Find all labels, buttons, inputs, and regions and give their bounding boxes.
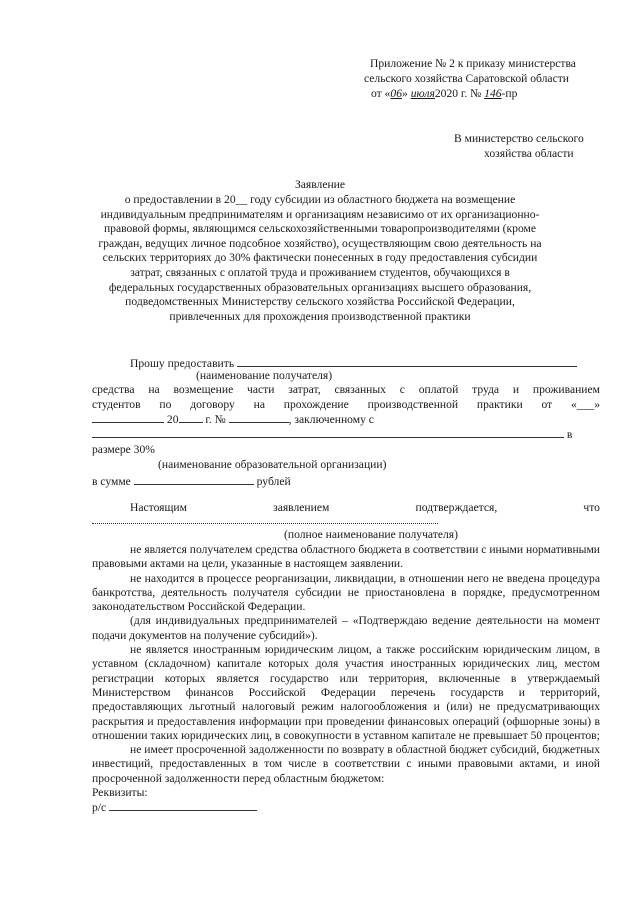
appendix-month: июля bbox=[410, 87, 435, 100]
sum-currency: рублей bbox=[256, 475, 291, 488]
sum-label: в сумме bbox=[92, 475, 131, 488]
request-label: Прошу предоставить bbox=[130, 357, 235, 370]
contract-year-field[interactable] bbox=[179, 412, 203, 423]
subtitle-line: индивидуальным предпринимателям и организациям независимо от их организационно- bbox=[100, 207, 540, 221]
document-subtitle bbox=[60, 193, 580, 324]
year-label: 20 bbox=[166, 413, 179, 426]
organization-name-field[interactable] bbox=[92, 427, 564, 438]
statements-block bbox=[92, 543, 600, 816]
org-hint: (наименование образовательной организации) bbox=[158, 458, 387, 471]
contract-line bbox=[92, 412, 374, 427]
full-name-hint: (полное наименование получателя) bbox=[284, 528, 458, 541]
subtitle-line: подведомственных Министерству сельского хозяйства Российской Федерации, bbox=[125, 295, 515, 309]
subtitle-line: сельских территориях до 30% фактически понесенных в году предоставления субсидии bbox=[102, 251, 538, 265]
contract-date-field[interactable] bbox=[92, 412, 164, 423]
addressee-line-1: В министерство сельского bbox=[454, 132, 584, 145]
full-name-field[interactable] bbox=[92, 523, 438, 524]
subtitle-line: правовой формы, являющимся сельскохозяйственными товаропроизводителями (кроме bbox=[103, 222, 537, 236]
confirm-line bbox=[130, 501, 600, 514]
appendix-mid: » bbox=[402, 87, 408, 100]
appendix-line-3 bbox=[371, 87, 517, 101]
confirm-word-1: Настоящим bbox=[130, 501, 187, 514]
appendix-line-1: Приложение № 2 к приказу министерства bbox=[370, 57, 576, 70]
statement-1: не является получателем средства областного бюджета в соответствии с иными нормативными правовыми актами на цели, указанные в настоящем заявлении. bbox=[92, 543, 600, 571]
subtitle-line: затрат, связанных с оплатой труда и проживанием студентов, обучающихся в bbox=[130, 265, 510, 279]
sum-field[interactable] bbox=[134, 474, 254, 485]
sum-line bbox=[92, 474, 291, 489]
document-title: Заявление bbox=[294, 178, 346, 191]
organization-line bbox=[92, 427, 572, 442]
statement-2: не находится в процессе реорганизации, ликвидации, в отношении него не введена процедура банкротства, деятельность получателя субсидии не приостановлена в порядке, предусмотренном законодательством Российской Федерации. bbox=[92, 571, 600, 614]
appendix-line-2: сельского хозяйства Саратовской области bbox=[364, 72, 569, 85]
appendix-day: 06 bbox=[390, 87, 402, 100]
size-label: размере 30% bbox=[92, 443, 155, 456]
appendix-prefix: от « bbox=[371, 87, 391, 100]
subtitle-line: граждан, ведущих личное подсобное хозяйство), осуществляющим свою деятельность на bbox=[98, 236, 542, 250]
subtitle-line: привлеченных для прохождения производственной практики bbox=[169, 309, 471, 323]
confirm-word-3: подтверждается, bbox=[415, 501, 498, 514]
appendix-year: 2020 г. № bbox=[434, 87, 482, 100]
recipient-name-field[interactable] bbox=[237, 356, 577, 367]
appendix-number: 146 bbox=[484, 87, 502, 100]
statement-4: не является иностранным юридическим лицом, а также российским юридическим лицом, в уставном (складочном) капитале которых доля участия иностранных юридических лиц, местом регистрации которых является государство или территория, включенные в утверждаемый Министерством финансов Российской Федерации перечень государств и территорий, предоставляющих льготный налоговый режим налогообложения и (или) не предусматривающих раскрытия и предоставления информации при проведении финансовых операций (офшорные зоны) в отношении таких юридических лиц, в совокупности в уставном капитале не превышает 50 процентов; bbox=[92, 643, 600, 742]
year-suffix: г. № bbox=[205, 413, 226, 426]
account-line bbox=[92, 800, 600, 815]
confirm-word-4: что bbox=[583, 501, 600, 514]
appendix-suffix: -пр bbox=[501, 87, 518, 100]
statement-3: (для индивидуальных предпринимателей – «Подтверждаю ведение деятельности на момент подачи документов на получение субсидий»). bbox=[92, 614, 600, 642]
subtitle-line: федеральных государственных образовательных организациях высшего образования, bbox=[108, 280, 532, 294]
in-label: в bbox=[566, 428, 573, 441]
concluded-label: , заключенному с bbox=[288, 413, 374, 426]
confirm-word-2: заявлением bbox=[273, 501, 330, 514]
addressee-line-2: хозяйства области bbox=[484, 147, 574, 160]
purpose-line-1: средства на возмещение части затрат, связанных с оплатой труда и проживанием bbox=[92, 383, 600, 396]
purpose-line-2: студентов по договору на прохождение производственной практики от «___» bbox=[92, 398, 600, 411]
account-field[interactable] bbox=[109, 800, 257, 811]
requisites-label: Реквизиты: bbox=[92, 786, 148, 800]
recipient-hint: (наименование получателя) bbox=[196, 369, 333, 382]
account-label: р/с bbox=[92, 801, 107, 815]
contract-number-field[interactable] bbox=[229, 412, 289, 423]
subtitle-line: о предоставлении в 20__ году субсидии из областного бюджета на возмещение bbox=[124, 193, 516, 206]
statement-5: не имеет просроченной задолженности по возврату в областной бюджет субсидий, бюджетных инвестиций, предоставленных в том числе в соответствии с иными правовыми актами, и иной просроченной задолженности перед областным бюджетом: bbox=[92, 743, 600, 785]
